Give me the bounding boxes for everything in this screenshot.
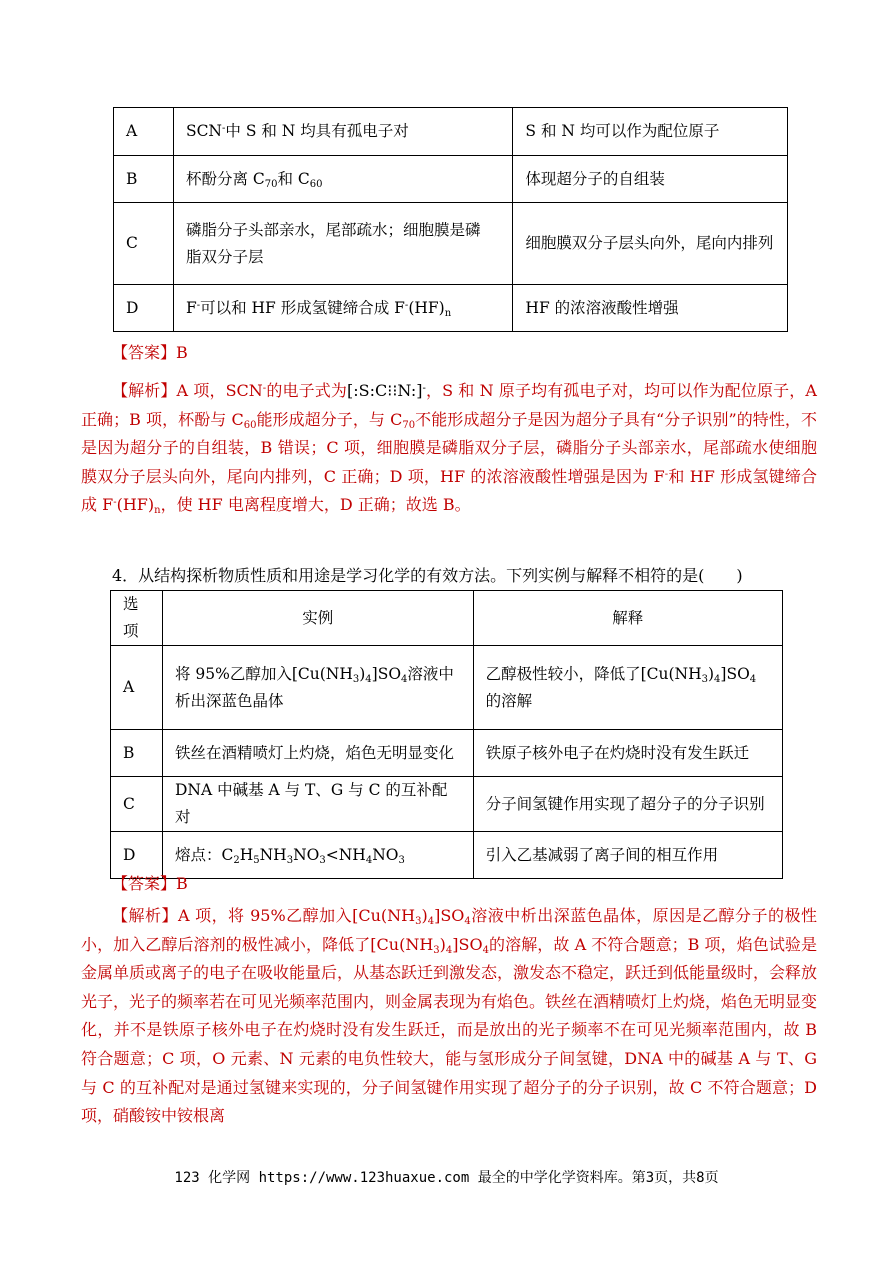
row-label: A (114, 108, 174, 156)
cell-explanation: 引入乙基减弱了离子间的相互作用 (473, 832, 782, 879)
electron-formula: [:S:C⁝⁝N:]- (347, 381, 426, 400)
cell-explanation: 铁原子核外电子在灼烧时没有发生跃迁 (473, 730, 782, 777)
analysis-2: 【解析】A 项，将 95%乙醇加入$[Cu(NH_3)_4]SO_4$溶液中析出深蓝色晶体，原因是乙醇分子的极性小，加入乙醇后溶剂的极性减小，降低了$[Cu(NH_3)_4]SO_4$的溶解，故 A 不符合题意；B 项，焰色试验是金属单质或离子的电子在吸收能量后，从基态跃迁到激发态，激发态不稳定，跃迁到低能量级时，会释放光子，光子的频率若在可见光频率范围内，则金属表现为有焰色。铁丝在酒精喷灯上灼烧，焰色无明显变化，并不是铁原子核外电子在灼烧时没有发生跃迁，而是放出的光子频率不在可见光频率范围内，故 B 符合题意；C 项，O 元素、N 元素的电负性较大，能与氢形成分子间氢键，DNA 中的碱基 A 与 T、G 与 C 的互补配对是通过氢键来实现的，分子间氢键作用实现了超分子的分子识别，故 C 不符合题意；D 项，硝酸铵中铵根离 (81, 906, 818, 1126)
table-header-row (111, 591, 783, 646)
row-label: C (114, 203, 174, 285)
cell-explanation: S 和 N 均可以作为配位原子 (513, 108, 788, 156)
row-label: A (111, 646, 163, 730)
cell-example: DNA 中碱基 A 与 T、G 与 C 的互补配对 (162, 777, 473, 832)
cell-explanation: 细胞膜双分子层头向外，尾向内排列 (513, 203, 788, 285)
row-label: C (111, 777, 163, 832)
answer-1: 【答案】B (112, 343, 188, 362)
table-row (114, 285, 788, 332)
row-label: D (111, 832, 163, 879)
page-footer: 123 化学网 https://www.123huaxue.com 最全的中学化学资料库。第3页，共8页 (174, 1170, 719, 1186)
cell-statement: 磷脂分子头部亲水，尾部疏水；细胞膜是磷脂双分子层 (173, 203, 512, 285)
table-row (111, 777, 783, 832)
analysis-1: 【解析】A 项，SCN-的电子式为[:S:C⁝⁝N:]-，S 和 N 原子均有孤电子对，均可以作为配位原子，A 正确；B 项，杯酚与 $C_{60}$能形成超分子，与 $C_{70}$不能形成超分子是因为超分子具有“分子识别”的特性，不是因为超分子的自组装，B 错误；C 项，细胞膜是磷脂双分子层，磷脂分子头部亲水，尾部疏水使细胞膜双分子层头向外，尾向内排列，C 正确；D 项，HF 的浓溶液酸性增强是因为 F-和 HF 形成氢键缔合成 $F^-(HF)_n$，使 HF 电离程度增大，D 正确；故选 B。 (81, 381, 817, 517)
row-label: D (114, 285, 174, 332)
question-4: 4．从结构探析物质性质和用途是学习化学的有效方法。下列实例与解释不相符的是( ) (112, 566, 743, 585)
table-row (114, 108, 788, 156)
cell-explanation: HF 的浓溶液酸性增强 (513, 285, 788, 332)
cell-explanation: 乙醇极性较小，降低了$[Cu(NH_3)_4]SO_4$的溶解 (473, 646, 782, 730)
cell-example: 熔点：$C_2H_5NH_3NO_3<NH_4NO_3$ (162, 832, 473, 879)
cell-example: 铁丝在酒精喷灯上灼烧，焰色无明显变化 (162, 730, 473, 777)
cell-example: 将 95%乙醇加入$[Cu(NH_3)_4]SO_4$溶液中析出深蓝色晶体 (162, 646, 473, 730)
table-row (114, 156, 788, 203)
cell-statement: F-可以和 HF 形成氢键缔合成 $F^-(HF)_n$ (173, 285, 512, 332)
answer-2: 【答案】B (112, 874, 188, 893)
table-row (111, 832, 783, 879)
row-label: B (111, 730, 163, 777)
options-table-1 (113, 107, 788, 332)
cell-explanation: 体现超分子的自组装 (513, 156, 788, 203)
header-option: 选项 (111, 591, 163, 646)
header-explanation: 解释 (473, 591, 782, 646)
table-row (111, 646, 783, 730)
table-row (114, 203, 788, 285)
cell-statement: 杯酚分离 $C_{70}$和 $C_{60}$ (173, 156, 512, 203)
options-table-2 (110, 590, 783, 879)
table-row (111, 730, 783, 777)
cell-explanation: 分子间氢键作用实现了超分子的分子识别 (473, 777, 782, 832)
row-label: B (114, 156, 174, 203)
cell-statement: SCN-中 S 和 N 均具有孤电子对 (173, 108, 512, 156)
header-example: 实例 (162, 591, 473, 646)
